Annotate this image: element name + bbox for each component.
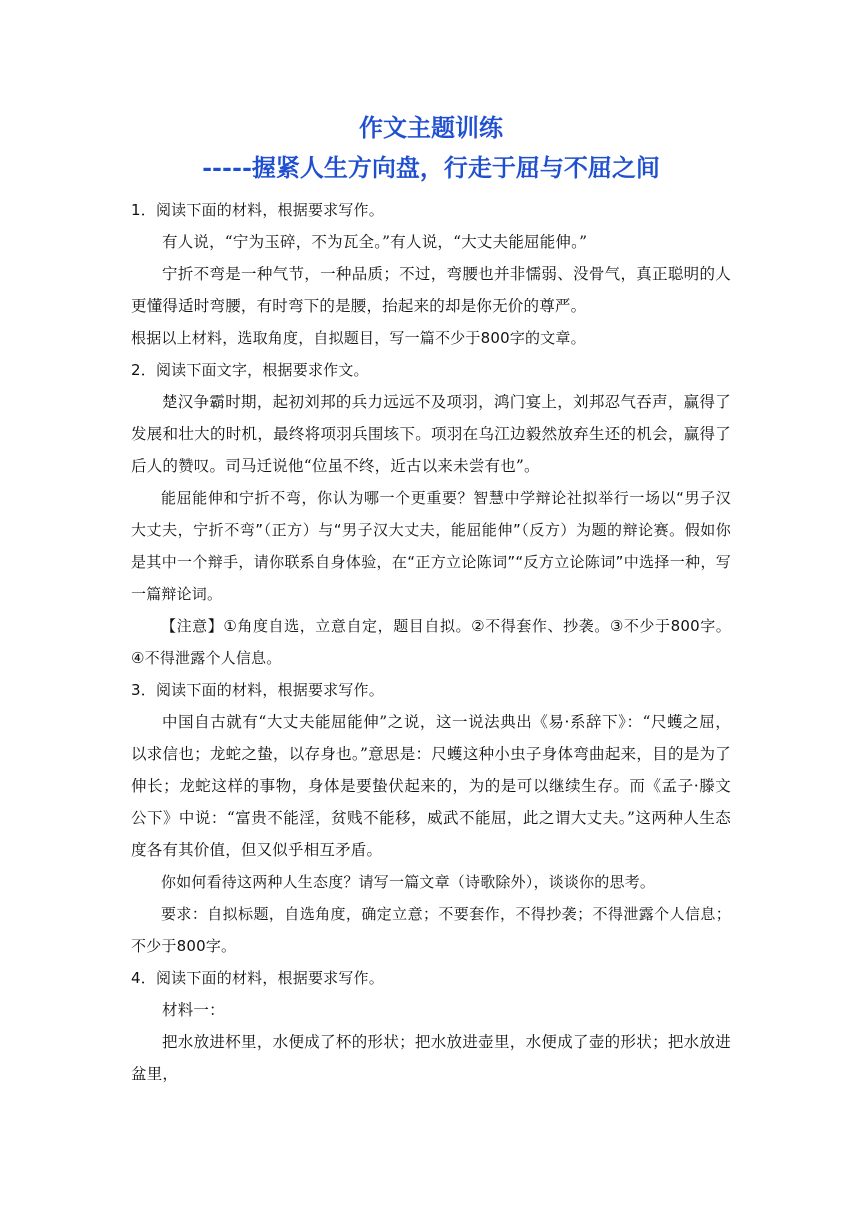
question-1-requirement: 根据以上材料，选取角度，自拟题目，写一篇不少于800字的文章。 bbox=[131, 329, 586, 347]
question-3-prompt: 3．阅读下面的材料，根据要求写作。 bbox=[131, 681, 384, 699]
question-4-material-label: 材料一： bbox=[162, 1001, 225, 1019]
question-4-prompt: 4．阅读下面的材料，根据要求写作。 bbox=[131, 969, 384, 987]
question-2-prompt: 2．阅读下面文字，根据要求作文。 bbox=[131, 361, 369, 379]
question-1-material: 宁折不弯是一种气节，一种品质；不过，弯腰也并非懦弱、没骨气，真正聪明的人更懂得适时弯腰，有时弯下的是腰，抬起来的却是你无价的尊严。 bbox=[131, 265, 731, 315]
question-4-material-text: 把水放进杯里，水便成了杯的形状；把水放进壶里，水便成了壶的形状；把水放进盆里， bbox=[131, 1033, 731, 1083]
question-1-prompt: 1．阅读下面的材料，根据要求写作。 bbox=[131, 201, 384, 219]
question-3-material: 中国自古就有“大丈夫能屈能伸”之说，这一说法典出《易·系辞下》：“尺蠖之屈，以求信也；龙蛇之蛰，以存身也。”意思是：尺蠖这种小虫子身体弯曲起来，目的是为了伸长；龙蛇这样的事物，身体是要蛰伏起来的，为的是可以继续生存。而《孟子·滕文公下》中说：“富贵不能淫，贫贱不能移，威武不能屈，此之谓大丈夫。”这两种人生态度各有其价值，但又似乎相互矛盾。 bbox=[131, 713, 731, 859]
question-3-requirement: 要求：自拟标题，自选角度，确定立意；不要套作，不得抄袭；不得泄露个人信息；不少于800字。 bbox=[131, 905, 731, 955]
question-2-task: 能屈能伸和宁折不弯，你认为哪一个更重要？智慧中学辩论社拟举行一场以“男子汉大丈夫，宁折不弯”（正方）与“男子汉大丈夫，能屈能伸”（反方）为题的辩论赛。假如你是其中一个辩手，请你联系自身体验，在“正方立论陈词”“反方立论陈词”中选择一种，写一篇辩论词。 bbox=[131, 489, 731, 603]
document-subtitle: -----握紧人生方向盘，行走于屈与不屈之间 bbox=[202, 153, 660, 182]
question-3-task: 你如何看待这两种人生态度？请写一篇文章（诗歌除外），谈谈你的思考。 bbox=[161, 873, 656, 891]
question-2-material: 楚汉争霸时期，起初刘邦的兵力远远不及项羽，鸿门宴上，刘邦忍气吞声，赢得了发展和壮大的时机，最终将项羽兵围垓下。项羽在乌江边毅然放弃生还的机会，赢得了后人的赞叹。司马迁说他“位虽不终，近古以来未尝有也”。 bbox=[131, 393, 731, 475]
question-2-notes: 【注意】①角度自选，立意自定，题目自拟。②不得套作、抄袭。③不少于800字。④不得泄露个人信息。 bbox=[131, 617, 731, 667]
document-page bbox=[131, 108, 731, 1090]
document-title: 作文主题训练 bbox=[359, 113, 503, 142]
question-1-quote: 有人说，“宁为玉碎，不为瓦全。”有人说，“大丈夫能屈能伸。” bbox=[162, 233, 588, 251]
